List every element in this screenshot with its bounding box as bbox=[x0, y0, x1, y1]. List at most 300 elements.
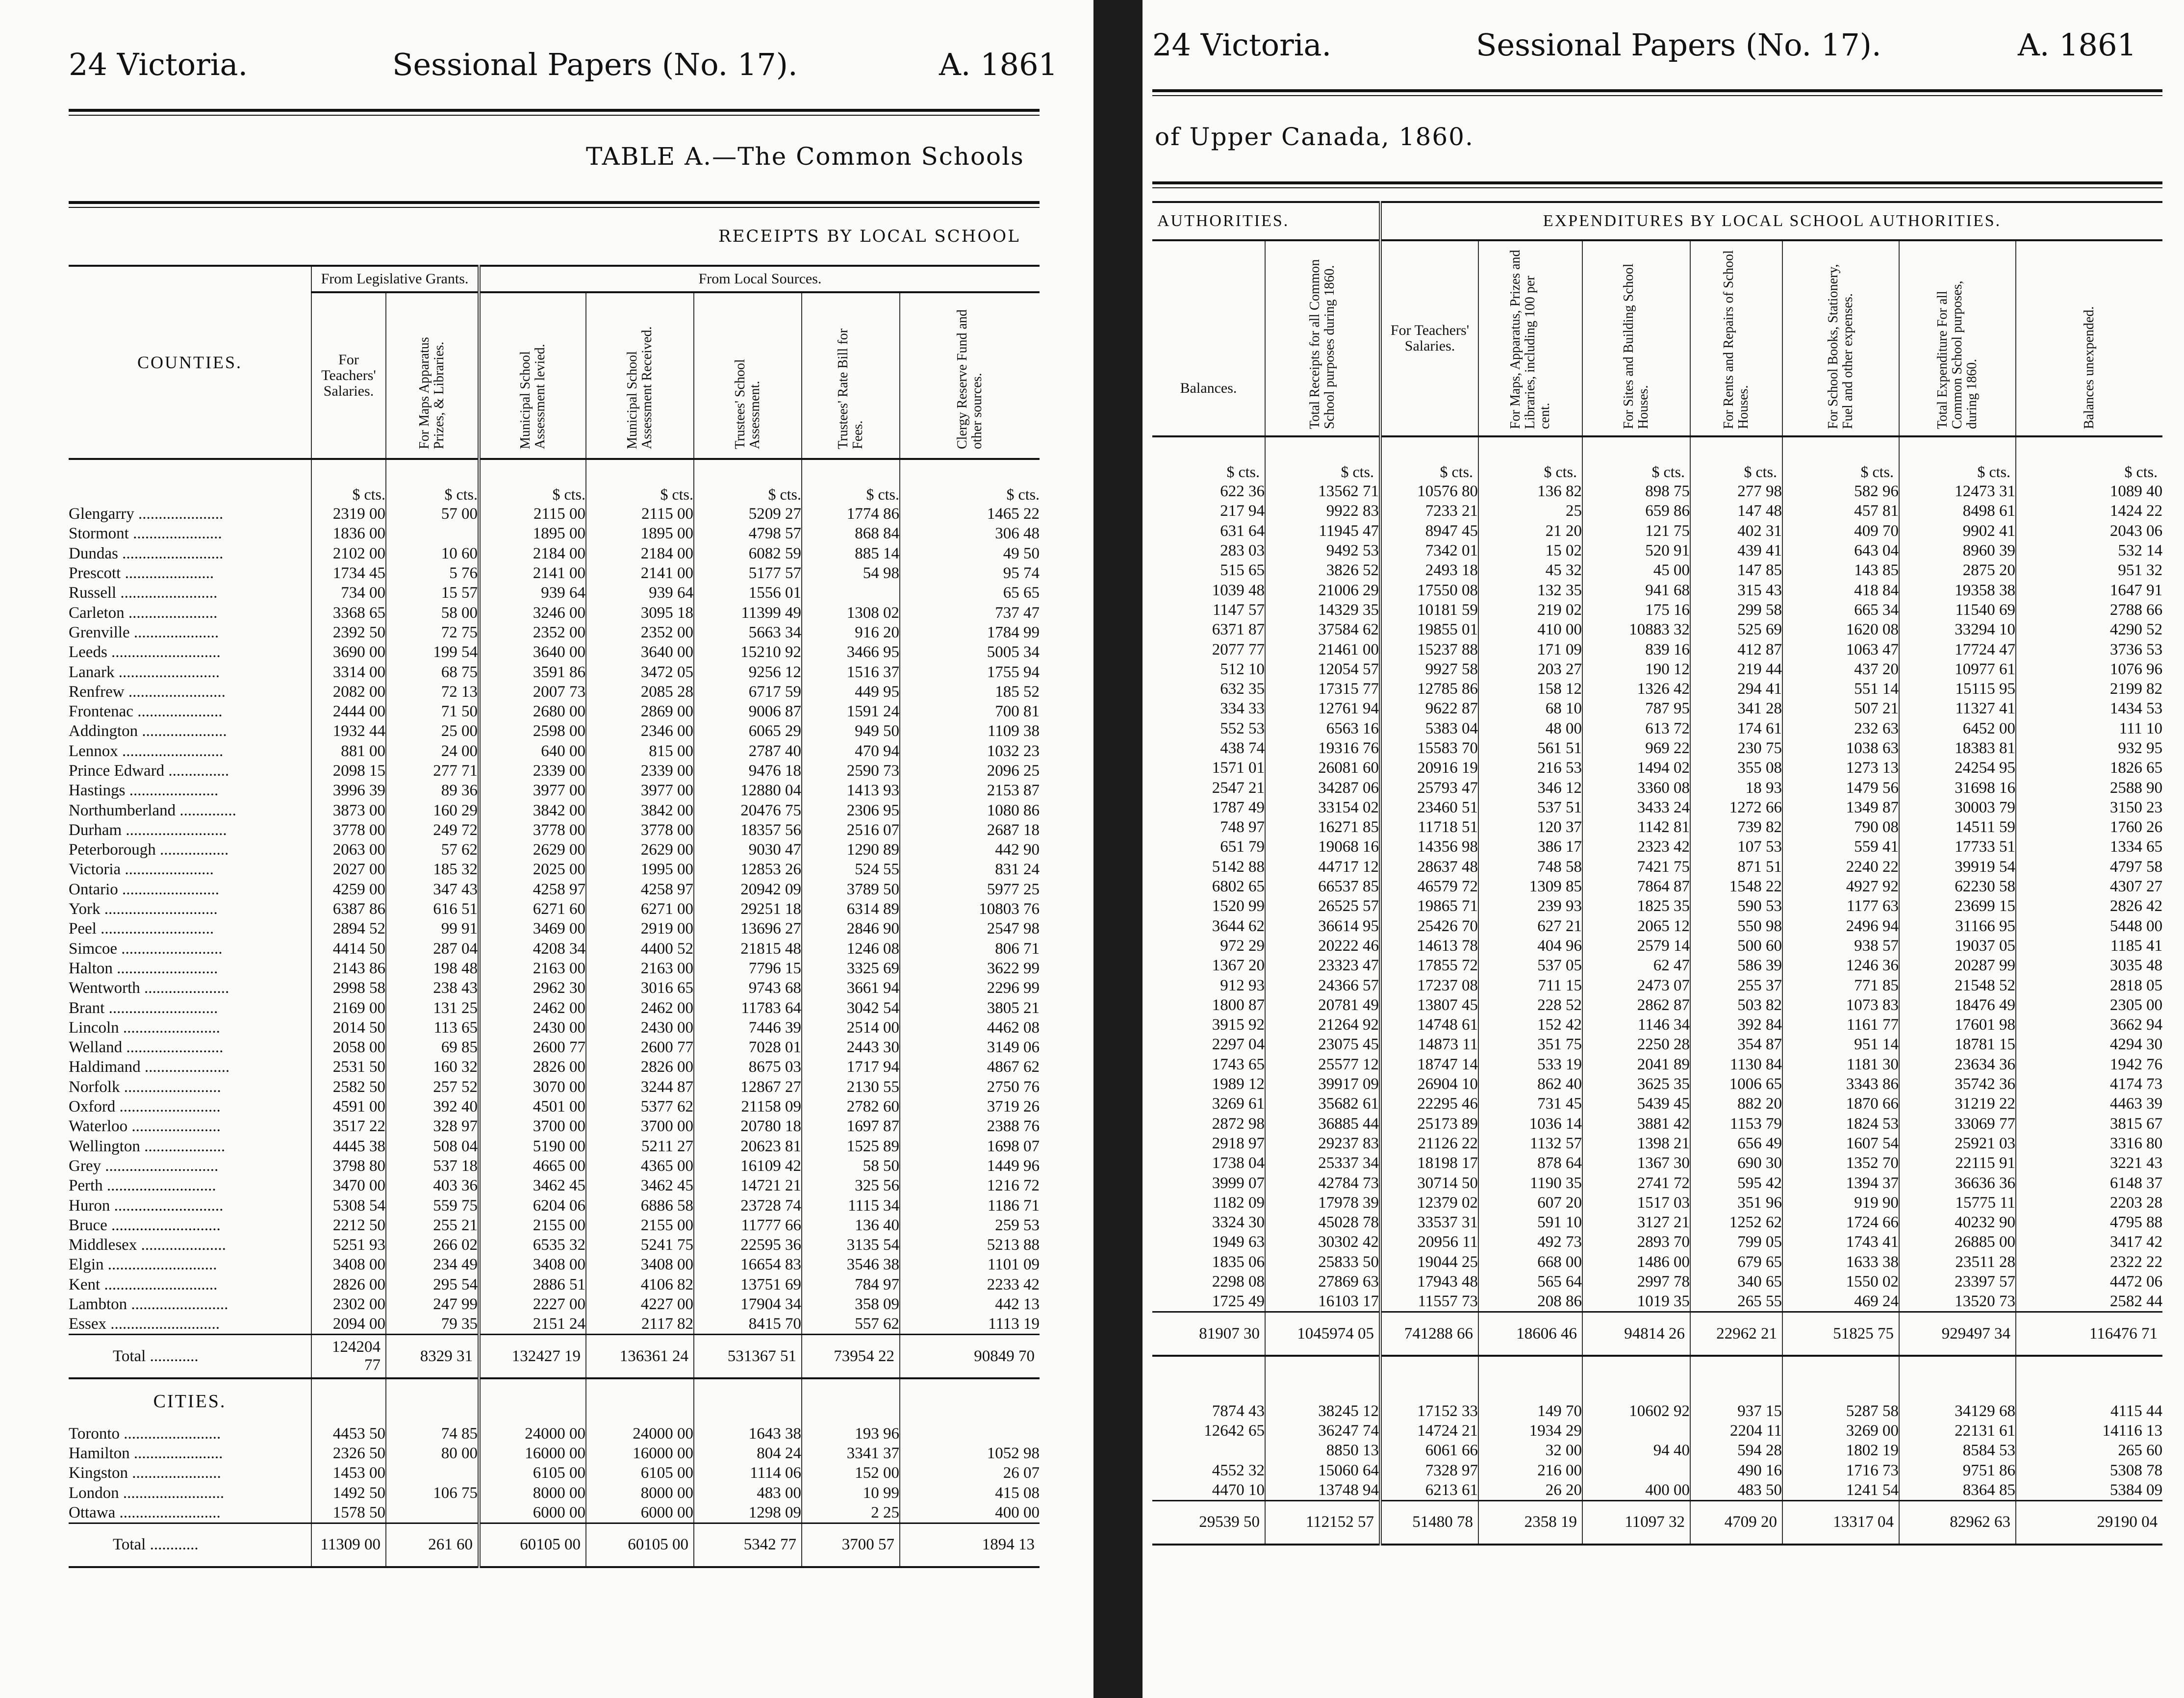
amount-cell: 492 73 bbox=[1478, 1232, 1582, 1252]
total-label: Total ............ bbox=[69, 1335, 311, 1379]
unit-label: $ cts. bbox=[1226, 462, 1260, 481]
amount-cell: 257 52 bbox=[386, 1077, 479, 1097]
amount-cell: 2085 28 bbox=[586, 682, 694, 702]
amount-cell: 25426 70 bbox=[1380, 916, 1478, 936]
amount-cell: 3700 00 bbox=[586, 1116, 694, 1136]
amount-cell: 216 53 bbox=[1478, 758, 1582, 778]
amount-cell: 21126 22 bbox=[1380, 1134, 1478, 1153]
amount-cell: 17855 72 bbox=[1380, 956, 1478, 975]
county-name: Lennox ......................... bbox=[69, 741, 311, 761]
amount-cell: 306 48 bbox=[900, 524, 1040, 543]
table-row bbox=[69, 1503, 1040, 1523]
table-row bbox=[69, 880, 1040, 899]
amount-cell: 2025 00 bbox=[479, 860, 586, 879]
amount-cell: 5 76 bbox=[386, 563, 479, 583]
amount-cell: 1516 37 bbox=[802, 662, 900, 682]
amount-cell: 6204 06 bbox=[479, 1195, 586, 1215]
amount-cell: 266 02 bbox=[386, 1235, 479, 1255]
amount-cell: 259 53 bbox=[900, 1216, 1040, 1235]
amount-cell: 94 40 bbox=[1582, 1441, 1690, 1460]
amount-cell: 3127 21 bbox=[1582, 1213, 1690, 1232]
amount-cell: 6148 37 bbox=[2016, 1173, 2162, 1192]
amount-cell: 1494 02 bbox=[1582, 758, 1690, 778]
amount-cell: 1934 29 bbox=[1478, 1421, 1582, 1441]
county-name: Carleton ...................... bbox=[69, 603, 311, 622]
amount-cell: 404 96 bbox=[1478, 936, 1582, 956]
amount-cell: 868 84 bbox=[802, 524, 900, 543]
amount-cell: 3873 00 bbox=[332, 801, 385, 819]
amount-cell: 4115 44 bbox=[2016, 1401, 2162, 1420]
amount-cell: 2514 00 bbox=[802, 1018, 900, 1038]
amount-cell: 8364 85 bbox=[1899, 1480, 2016, 1501]
amount-cell: 862 40 bbox=[1478, 1074, 1582, 1094]
amount-cell: 1063 47 bbox=[1782, 639, 1899, 659]
amount-cell: 1643 38 bbox=[694, 1423, 802, 1443]
amount-cell: 1298 09 bbox=[694, 1503, 802, 1523]
amount-cell: 340 65 bbox=[1690, 1272, 1782, 1292]
amount-cell: 36247 74 bbox=[1265, 1421, 1380, 1441]
amount-cell: 3016 65 bbox=[586, 978, 694, 998]
amount-cell: 19358 38 bbox=[1899, 580, 2016, 600]
amount-cell: 32 00 bbox=[1478, 1441, 1582, 1460]
col-municipal-levied: Municipal School Assessment levied. bbox=[518, 344, 548, 449]
amount-cell: 62230 58 bbox=[1899, 877, 2016, 896]
amount-cell: 45 32 bbox=[1478, 560, 1582, 580]
table-row bbox=[1152, 659, 2162, 679]
amount-cell: 3314 00 bbox=[332, 663, 385, 681]
spacer-cell bbox=[1380, 1356, 1478, 1401]
amount-cell: 23511 28 bbox=[1899, 1252, 2016, 1272]
amount-cell: 7796 15 bbox=[694, 959, 802, 978]
amount-cell: 437 20 bbox=[1782, 659, 1899, 679]
amount-cell: 68 10 bbox=[1478, 699, 1582, 718]
amount-cell: 2918 97 bbox=[1212, 1134, 1265, 1152]
amount-cell: 19865 71 bbox=[1380, 896, 1478, 916]
amount-cell: 1246 08 bbox=[802, 939, 900, 959]
amount-cell: 18198 17 bbox=[1380, 1153, 1478, 1173]
amount-cell: 1607 54 bbox=[1782, 1134, 1899, 1153]
amount-cell: 2516 07 bbox=[802, 820, 900, 840]
table-row bbox=[1152, 778, 2162, 797]
amount-cell: 6535 32 bbox=[479, 1235, 586, 1255]
amount-cell: 951 14 bbox=[1782, 1035, 1899, 1054]
amount-cell: 3470 00 bbox=[332, 1177, 385, 1195]
unit-label: $ cts. bbox=[2016, 436, 2162, 482]
amount-cell: 3881 42 bbox=[1582, 1114, 1690, 1134]
amount-cell: 5383 04 bbox=[1380, 719, 1478, 738]
unit-label: $ cts. bbox=[900, 459, 1040, 504]
amount-cell: 17943 48 bbox=[1380, 1272, 1478, 1292]
amount-cell: 21461 00 bbox=[1265, 639, 1380, 659]
table-row bbox=[1152, 1460, 2162, 1480]
amount-cell: 57 62 bbox=[386, 840, 479, 860]
amount-cell: 690 30 bbox=[1690, 1153, 1782, 1173]
amount-cell: 2818 05 bbox=[2016, 975, 2162, 995]
amount-cell: 507 21 bbox=[1782, 699, 1899, 718]
table-row bbox=[1152, 738, 2162, 758]
amount-cell: 1153 79 bbox=[1690, 1114, 1782, 1134]
amount-cell: 771 85 bbox=[1782, 975, 1899, 995]
amount-cell: 2298 08 bbox=[1212, 1273, 1265, 1291]
amount-cell: 3977 00 bbox=[586, 781, 694, 800]
table-row bbox=[1152, 798, 2162, 817]
county-name: Glengarry ..................... bbox=[69, 504, 311, 524]
table-row bbox=[1152, 679, 2162, 699]
amount-cell: 315 43 bbox=[1690, 580, 1782, 600]
amount-cell: 2296 99 bbox=[900, 978, 1040, 998]
amount-cell: 21264 92 bbox=[1265, 1015, 1380, 1035]
amount-cell: 2430 00 bbox=[479, 1018, 586, 1038]
amount-cell: 8947 45 bbox=[1380, 521, 1478, 541]
amount-cell: 2493 18 bbox=[1380, 560, 1478, 580]
amount-cell: 283 03 bbox=[1220, 542, 1265, 560]
total-value: 60105 00 bbox=[586, 1523, 694, 1567]
county-name: Waterloo ...................... bbox=[69, 1116, 311, 1136]
amount-cell: 412 87 bbox=[1690, 639, 1782, 659]
table-row bbox=[1152, 1252, 2162, 1272]
amount-cell: 14511 59 bbox=[1899, 817, 2016, 837]
table-row bbox=[1152, 758, 2162, 778]
amount-cell: 2782 60 bbox=[802, 1097, 900, 1116]
amount-cell: 2155 00 bbox=[586, 1216, 694, 1235]
amount-cell: 4797 58 bbox=[2016, 857, 2162, 877]
amount-cell: 3341 37 bbox=[802, 1444, 900, 1463]
amount-cell: 508 04 bbox=[386, 1137, 479, 1156]
city-name: Ottawa ......................... bbox=[69, 1503, 311, 1523]
amount-cell: 9922 83 bbox=[1265, 501, 1380, 521]
table-row bbox=[1152, 956, 2162, 975]
amount-cell: 255 37 bbox=[1690, 975, 1782, 995]
total-value: 929497 34 bbox=[1899, 1312, 2016, 1356]
amount-cell: 234 49 bbox=[386, 1255, 479, 1274]
amount-cell: 403 36 bbox=[386, 1176, 479, 1195]
total-row bbox=[1152, 1500, 2162, 1545]
amount-cell: 39919 54 bbox=[1899, 857, 2016, 877]
amount-cell: 951 32 bbox=[2016, 560, 2162, 580]
amount-cell: 912 93 bbox=[1220, 976, 1265, 994]
amount-cell: 2305 00 bbox=[2016, 995, 2162, 1015]
amount-cell: 1052 98 bbox=[900, 1444, 1040, 1463]
amount-cell: 24000 00 bbox=[586, 1423, 694, 1443]
amount-cell: 700 81 bbox=[900, 702, 1040, 721]
amount-cell: 6065 29 bbox=[694, 721, 802, 741]
amount-cell: 4414 50 bbox=[332, 939, 385, 958]
amount-cell: 24254 95 bbox=[1899, 758, 2016, 778]
amount-cell: 2741 72 bbox=[1582, 1173, 1690, 1192]
amount-cell: 551 14 bbox=[1782, 679, 1899, 699]
amount-cell: 4552 32 bbox=[1212, 1461, 1265, 1479]
stub-heading-counties: COUNTIES. bbox=[137, 353, 242, 372]
total-value: 5342 77 bbox=[694, 1523, 802, 1567]
table-row bbox=[1152, 521, 2162, 541]
amount-cell: 5190 00 bbox=[479, 1137, 586, 1156]
total-value: 531367 51 bbox=[694, 1335, 802, 1379]
amount-cell: 410 00 bbox=[1478, 620, 1582, 639]
table-row bbox=[69, 1294, 1040, 1314]
amount-cell: 6314 89 bbox=[802, 899, 900, 919]
amount-cell: 36885 44 bbox=[1265, 1114, 1380, 1134]
amount-cell: 3778 00 bbox=[479, 820, 586, 840]
amount-cell: 10 99 bbox=[802, 1483, 900, 1502]
amount-cell: 6387 86 bbox=[332, 900, 385, 918]
amount-cell: 113 65 bbox=[386, 1018, 479, 1038]
table-row bbox=[1152, 995, 2162, 1015]
amount-cell: 22115 91 bbox=[1899, 1153, 2016, 1173]
amount-cell: 2462 00 bbox=[479, 998, 586, 1017]
table-row bbox=[69, 1463, 1040, 1483]
amount-cell: 15 57 bbox=[386, 583, 479, 603]
unit-label: $ cts. bbox=[802, 459, 900, 504]
spacer-cell bbox=[802, 1378, 900, 1423]
amount-cell: 3622 99 bbox=[900, 959, 1040, 978]
amount-cell: 2687 18 bbox=[900, 820, 1040, 840]
spacer-cell bbox=[1899, 1356, 2016, 1401]
total-value: 132427 19 bbox=[479, 1335, 586, 1379]
amount-cell: 18 93 bbox=[1690, 778, 1782, 797]
amount-cell: 2826 42 bbox=[2016, 896, 2162, 916]
amount-cell: 5211 27 bbox=[586, 1137, 694, 1156]
amount-cell: 239 93 bbox=[1478, 896, 1582, 916]
amount-cell: 1738 04 bbox=[1212, 1154, 1265, 1172]
county-name: Brant ........................... bbox=[69, 998, 311, 1017]
amount-cell: 3408 00 bbox=[586, 1255, 694, 1274]
amount-cell: 4258 97 bbox=[586, 880, 694, 899]
county-name: Stormont ...................... bbox=[69, 524, 311, 543]
amount-cell: 5308 78 bbox=[2016, 1460, 2162, 1480]
amount-cell: 1697 87 bbox=[802, 1116, 900, 1136]
table-row bbox=[1152, 936, 2162, 956]
amount-cell: 17733 51 bbox=[1899, 837, 2016, 857]
amount-cell bbox=[900, 1423, 1040, 1443]
amount-cell: 1413 93 bbox=[802, 781, 900, 800]
amount-cell: 537 05 bbox=[1478, 956, 1582, 975]
table-row bbox=[69, 544, 1040, 563]
amount-cell: 2582 50 bbox=[332, 1078, 385, 1096]
amount-cell: 3517 22 bbox=[332, 1117, 385, 1136]
amount-cell: 295 54 bbox=[386, 1275, 479, 1294]
amount-cell: 1517 03 bbox=[1582, 1193, 1690, 1213]
unit-label: $ cts. bbox=[479, 459, 586, 504]
amount-cell: 22295 46 bbox=[1380, 1094, 1478, 1114]
county-name: Perth ........................... bbox=[69, 1176, 311, 1195]
amount-cell: 34129 68 bbox=[1899, 1401, 2016, 1420]
running-head-right: A. 1861 bbox=[2018, 27, 2136, 63]
amount-cell: 42784 73 bbox=[1265, 1173, 1380, 1192]
amount-cell: 1895 00 bbox=[586, 524, 694, 543]
county-name: Victoria ...................... bbox=[69, 860, 311, 879]
unit-label: $ cts. bbox=[386, 459, 479, 504]
amount-cell: 2346 00 bbox=[586, 721, 694, 741]
section-heading-expenditures: EXPENDITURES BY LOCAL SCHOOL AUTHORITIES. bbox=[1543, 212, 2002, 230]
amount-cell: 815 00 bbox=[586, 741, 694, 761]
amount-cell: 11540 69 bbox=[1899, 600, 2016, 620]
receipts-table bbox=[69, 265, 1040, 1568]
book-gutter bbox=[1093, 0, 1143, 1698]
amount-cell: 622 36 bbox=[1220, 482, 1265, 501]
amount-cell: 552 53 bbox=[1220, 719, 1265, 737]
amount-cell: 2352 00 bbox=[586, 623, 694, 642]
amount-cell: 160 29 bbox=[386, 800, 479, 820]
amount-cell: 2322 22 bbox=[2016, 1252, 2162, 1272]
total-value: 13317 04 bbox=[1782, 1500, 1899, 1545]
amount-cell: 5209 27 bbox=[694, 504, 802, 524]
amount-cell: 2598 00 bbox=[479, 721, 586, 741]
amount-cell: 586 39 bbox=[1690, 956, 1782, 975]
amount-cell: 2117 82 bbox=[586, 1314, 694, 1335]
amount-cell: 392 40 bbox=[386, 1097, 479, 1116]
table-row bbox=[69, 702, 1040, 721]
amount-cell: 483 50 bbox=[1690, 1480, 1782, 1501]
amount-cell: 8960 39 bbox=[1899, 541, 2016, 560]
amount-cell: 18383 81 bbox=[1899, 738, 2016, 758]
amount-cell: 8000 00 bbox=[479, 1483, 586, 1502]
amount-cell: 4445 38 bbox=[332, 1137, 385, 1155]
group-local-sources: From Local Sources. bbox=[698, 271, 822, 287]
amount-cell: 537 51 bbox=[1478, 798, 1582, 817]
total-value: 73954 22 bbox=[802, 1335, 900, 1379]
amount-cell: 2997 78 bbox=[1582, 1272, 1690, 1292]
amount-cell: 2547 98 bbox=[900, 919, 1040, 938]
amount-cell: 18357 56 bbox=[694, 820, 802, 840]
table-row bbox=[1152, 1193, 2162, 1213]
total-label: Total ............ bbox=[69, 1523, 311, 1567]
county-name: Hastings ...................... bbox=[69, 781, 311, 800]
amount-cell: 1130 84 bbox=[1690, 1055, 1782, 1074]
table-row bbox=[1152, 1421, 2162, 1441]
amount-cell: 2250 28 bbox=[1582, 1035, 1690, 1054]
table-row bbox=[69, 1314, 1040, 1335]
total-value: 116476 71 bbox=[2016, 1312, 2162, 1356]
amount-cell: 784 97 bbox=[802, 1275, 900, 1294]
amount-cell: 24 00 bbox=[386, 741, 479, 761]
amount-cell: 20916 19 bbox=[1380, 758, 1478, 778]
amount-cell: 25 bbox=[1478, 501, 1582, 521]
amount-cell: 31219 22 bbox=[1899, 1094, 2016, 1114]
amount-cell: 2027 00 bbox=[332, 861, 385, 879]
amount-cell: 136 40 bbox=[802, 1216, 900, 1235]
amount-cell: 2872 98 bbox=[1212, 1115, 1265, 1133]
amount-cell: 23397 57 bbox=[1899, 1272, 2016, 1292]
amount-cell: 1942 76 bbox=[2016, 1055, 2162, 1074]
county-name: Dundas ......................... bbox=[69, 544, 311, 563]
amount-cell: 16654 83 bbox=[694, 1255, 802, 1274]
amount-cell: 4106 82 bbox=[586, 1275, 694, 1294]
amount-cell: 7874 43 bbox=[1212, 1402, 1265, 1420]
amount-cell: 2184 00 bbox=[479, 544, 586, 563]
amount-cell: 1101 09 bbox=[900, 1255, 1040, 1274]
amount-cell: 885 14 bbox=[802, 544, 900, 563]
amount-cell: 1725 49 bbox=[1212, 1293, 1265, 1311]
table-row bbox=[1152, 1074, 2162, 1094]
unit-label: $ cts. bbox=[1265, 436, 1380, 482]
table-row bbox=[1152, 482, 2162, 501]
amount-cell: 400 00 bbox=[1582, 1480, 1690, 1501]
table-row bbox=[1152, 1401, 2162, 1420]
amount-cell: 12473 31 bbox=[1899, 482, 2016, 501]
amount-cell: 3462 45 bbox=[586, 1176, 694, 1195]
county-name: Prince Edward ............... bbox=[69, 761, 311, 781]
amount-cell: 26904 10 bbox=[1380, 1074, 1478, 1094]
amount-cell: 878 64 bbox=[1478, 1153, 1582, 1173]
amount-cell: 6000 00 bbox=[586, 1503, 694, 1523]
amount-cell: 591 10 bbox=[1478, 1213, 1582, 1232]
amount-cell: 2444 00 bbox=[332, 703, 385, 721]
amount-cell: 668 00 bbox=[1478, 1252, 1582, 1272]
amount-cell: 3996 39 bbox=[332, 782, 385, 800]
amount-cell: 20781 49 bbox=[1265, 995, 1380, 1015]
amount-cell: 7233 21 bbox=[1380, 501, 1478, 521]
amount-cell: 734 00 bbox=[341, 584, 385, 602]
amount-cell: 152 42 bbox=[1478, 1015, 1582, 1035]
section-heading: RECEIPTS BY LOCAL SCHOOL bbox=[718, 227, 1020, 246]
amount-cell: 2875 20 bbox=[1899, 560, 2016, 580]
amount-cell: 11783 64 bbox=[694, 998, 802, 1017]
table-row bbox=[69, 1116, 1040, 1136]
amount-cell: 228 52 bbox=[1478, 995, 1582, 1015]
amount-cell: 739 82 bbox=[1690, 817, 1782, 837]
table-row bbox=[1152, 1480, 2162, 1501]
expenditures-table bbox=[1152, 201, 2162, 1546]
col-clergy-reserve: Clergy Reserve Fund and other sources. bbox=[955, 309, 985, 449]
amount-cell: 400 00 bbox=[900, 1503, 1040, 1523]
amount-cell: 613 72 bbox=[1582, 719, 1690, 738]
county-name: Northumberland .............. bbox=[69, 800, 311, 820]
amount-cell: 6371 87 bbox=[1212, 621, 1265, 639]
amount-cell: 175 16 bbox=[1582, 600, 1690, 620]
amount-cell: 3662 94 bbox=[2016, 1015, 2162, 1035]
amount-cell: 7864 87 bbox=[1582, 877, 1690, 896]
total-row bbox=[69, 1335, 1040, 1379]
amount-cell: 95 74 bbox=[900, 563, 1040, 583]
amount-cell: 2629 00 bbox=[586, 840, 694, 860]
amount-cell: 2153 87 bbox=[900, 781, 1040, 800]
table-row bbox=[69, 642, 1040, 662]
county-name: Essex ........................... bbox=[69, 1314, 311, 1335]
amount-cell: 898 75 bbox=[1582, 482, 1690, 501]
amount-cell: 656 49 bbox=[1690, 1134, 1782, 1153]
amount-cell: 26525 57 bbox=[1265, 896, 1380, 916]
amount-cell: 30003 79 bbox=[1899, 798, 2016, 817]
unit-label: $ cts. bbox=[586, 459, 694, 504]
amount-cell: 2163 00 bbox=[479, 959, 586, 978]
amount-cell: 3070 00 bbox=[479, 1077, 586, 1097]
table-row bbox=[1152, 1232, 2162, 1252]
amount-cell bbox=[386, 1463, 479, 1483]
table-row bbox=[69, 781, 1040, 800]
total-value: 1045974 05 bbox=[1265, 1312, 1380, 1356]
amount-cell: 711 15 bbox=[1478, 975, 1582, 995]
amount-cell: 8850 13 bbox=[1265, 1441, 1380, 1460]
amount-cell: 2043 06 bbox=[2016, 521, 2162, 541]
amount-cell: 29237 83 bbox=[1265, 1134, 1380, 1153]
total-value: 11309 00 bbox=[311, 1523, 386, 1567]
amount-cell: 5241 75 bbox=[586, 1235, 694, 1255]
amount-cell: 10576 80 bbox=[1380, 482, 1478, 501]
amount-cell: 4462 08 bbox=[900, 1018, 1040, 1038]
amount-cell: 2750 76 bbox=[900, 1077, 1040, 1097]
amount-cell: 3246 00 bbox=[479, 603, 586, 622]
table-row bbox=[69, 1255, 1040, 1274]
table-title: of Upper Canada, 1860. bbox=[1155, 123, 1474, 151]
amount-cell: 12761 94 bbox=[1265, 699, 1380, 718]
amount-cell: 18747 14 bbox=[1380, 1055, 1478, 1074]
spacer-cell bbox=[1152, 1356, 1265, 1401]
col-rents-repairs: For Rents and Repairs of School Houses. bbox=[1721, 250, 1752, 429]
amount-cell: 3150 23 bbox=[2016, 798, 2162, 817]
table-title: TABLE A.—The Common Schools bbox=[586, 142, 1024, 171]
amount-cell: 20287 99 bbox=[1899, 956, 2016, 975]
county-name: Huron ........................... bbox=[69, 1195, 311, 1215]
